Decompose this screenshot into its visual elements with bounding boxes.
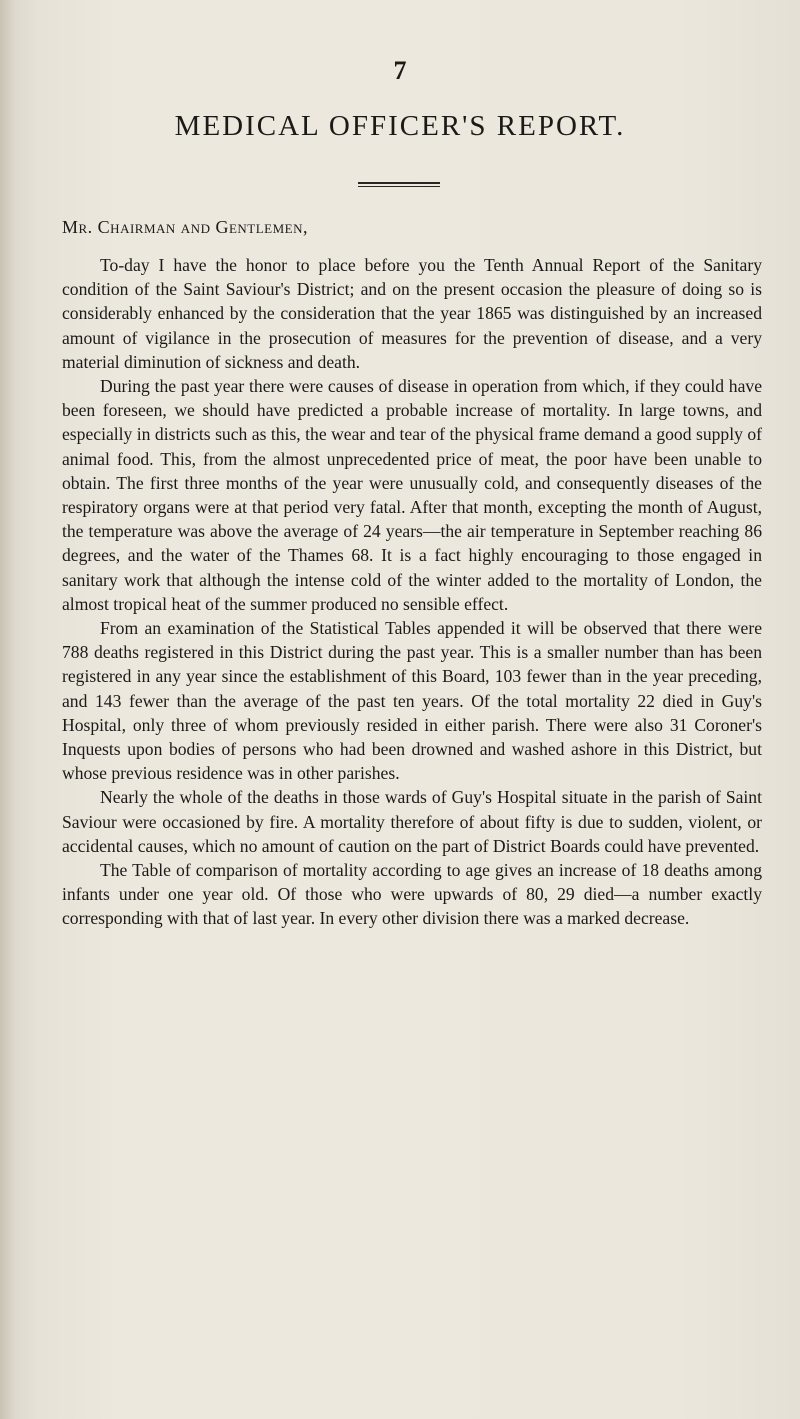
paragraph-3: From an examination of the Statistical Tables appended it will be observed that there were 788 deaths registered in this District during the past year. This is a smaller number than has been registered in any year since the establishment of this Board, 103 fewer than in the year preceding, and 143 fewer than the average of the past ten years. Of the total mortality 22 died in Guy's Hospital, only three of whom previously resided in either parish. There were also 31 Coroner's Inquests upon bodies of persons who had been drowned and washed ashore in this District, but whose previous residence was in other parishes. bbox=[62, 618, 762, 784]
page-number: 7 bbox=[393, 56, 407, 85]
paragraph-1: To-day I have the honor to place before you the Tenth Annual Report of the Sanitary condition of the Saint Saviour's District; and on the present occasion the pleasure of doing so is considerably enhanced by the consideration that the year 1865 was distinguished by an increased amount of vigilance in the prosecution of measures for the prevention of disease, and a very material diminution of sickness and death. bbox=[62, 255, 762, 372]
title-rule bbox=[358, 182, 440, 184]
paragraph-2: During the past year there were causes of disease in operation from which, if they could have been foreseen, we should have predicted a probable increase of mortality. In large towns, and especially in districts such as this, the wear and tear of the physical frame demand a good supply of animal food. This, from the almost unprecedented price of meat, the poor have been unable to obtain. The first three months of the year were unusually cold, and consequently diseases of the respiratory organs were at that period very fatal. After that month, excepting the month of August, the temperature was above the average of 24 years—the air temperature in September reaching 86 degrees, and the water of the Thames 68. It is a fact highly encouraging to those engaged in sanitary work that although the intense cold of the winter added to the mortality of London, the almost tropical heat of the summer produced no sensible effect. bbox=[62, 376, 762, 614]
report-body bbox=[62, 253, 762, 931]
paragraph-5: The Table of comparison of mortality according to age gives an increase of 18 deaths among infants under one year old. Of those who were upwards of 80, 29 died—a number exactly corresponding with that of last year. In every other division there was a marked decrease. bbox=[62, 860, 762, 929]
salutation: Mr. Chairman and Gentlemen, bbox=[62, 217, 308, 237]
paragraph-4: Nearly the whole of the deaths in those wards of Guy's Hospital situate in the parish of Saint Saviour were occasioned by fire. A mortality therefore of about fifty is due to sudden, violent, or accidental causes, which no amount of caution on the part of District Boards could have prevented. bbox=[62, 787, 762, 856]
page-gutter bbox=[0, 0, 14, 1419]
report-title: MEDICAL OFFICER'S REPORT. bbox=[174, 110, 626, 142]
title-rule-secondary bbox=[358, 186, 440, 187]
